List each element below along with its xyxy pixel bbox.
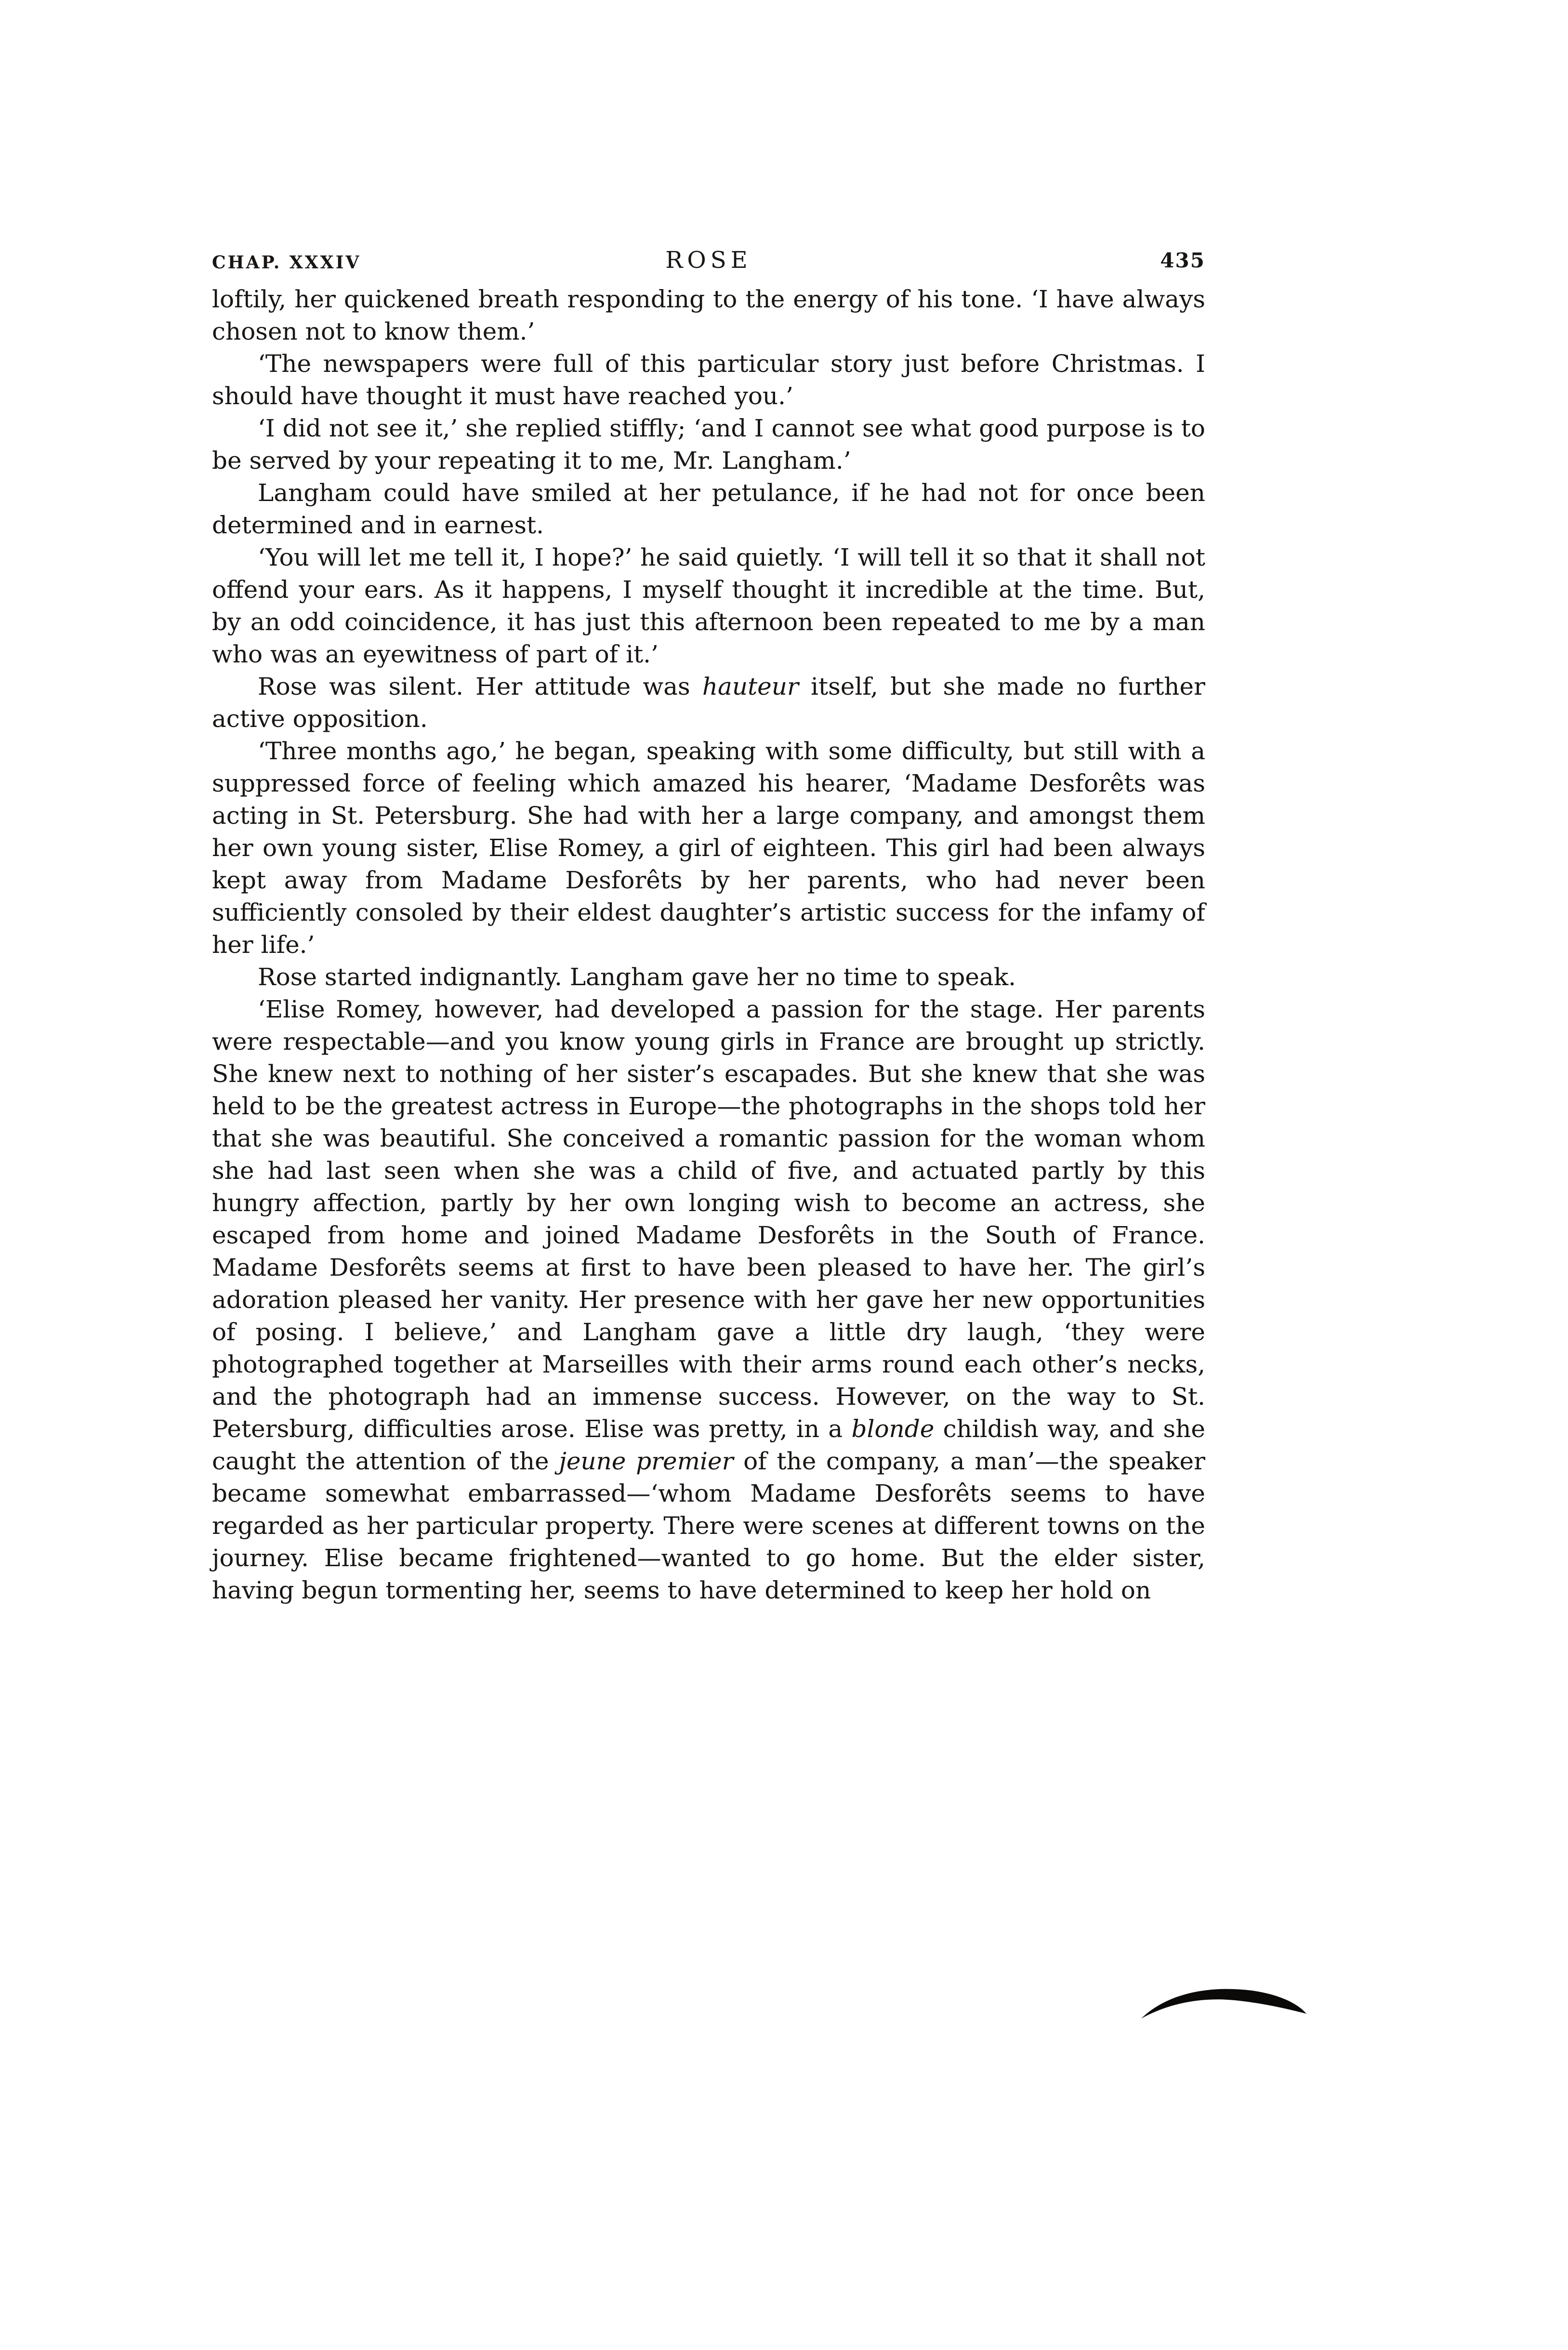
paragraph — [212, 477, 1205, 541]
text-run: childish way, and she caught the attention of the — [212, 1415, 1205, 1475]
running-title: ROSE — [665, 247, 752, 274]
text-run: Langham could have smiled at her petulance, if he had not for once been determined and in earnest. — [212, 479, 1205, 539]
text-run: of the company, a man’—the speaker became somewhat embarrassed—‘whom Madame Desforêts seems to have regarded as her particular property. There were scenes at different towns on the journey. Elise became frightened—wanted to go home. But the elder sister, having begun tormenting her, seems to have determined to keep her hold on — [212, 1447, 1205, 1604]
text-run: ‘Elise Romey, however, had developed a passion for the stage. Her parents were respectable—and you know young girls in France are brought up strictly. She knew next to nothing of her sister’s escapades. But she knew that she was held to be the greatest actress in Europe—the photographs in the shops told her that she was beautiful. She conceived a romantic passion for the woman whom she had last seen when she was a child of five, and actuated partly by this hungry affection, partly by her own longing wish to become an actress, she escaped from home and joined Madame Desforêts in the South of France. Madame Desforêts seems at first to have been pleased to have her. The girl’s adoration pleased her vanity. Her presence with her gave her new opportunities of posing. I believe,’ and Langham gave a little dry laugh, ‘they were photographed together at Marseilles with their arms round each other’s necks, and the photograph had an immense success. However, on the way to St. Petersburg, difficulties arose. Elise was pretty, in a — [212, 995, 1205, 1443]
italic-text-run: hauteur — [702, 673, 799, 700]
text-run: itself, but she made no further active opposition. — [212, 673, 1205, 733]
page-header — [212, 247, 1205, 280]
text-run: loftily, her quickened breath responding to the energy of his tone. ‘I have always chosen not to know them.’ — [212, 285, 1205, 345]
paragraph — [212, 993, 1205, 1607]
text-run: ‘Three months ago,’ he began, speaking with some difficulty, but still with a suppressed force of feeling which amazed his hearer, ‘Madame Desforêts was acting in St. Petersburg. She had with her a large company, and amongst them her own young sister, Elise Romey, a girl of eighteen. This girl had been always kept away from Madame Desforêts by her parents, who had never been sufficiently consoled by their eldest daughter’s artistic success for the infamy of her life.’ — [212, 737, 1205, 959]
text-run: Rose started indignantly. Langham gave her no time to speak. — [258, 963, 1016, 991]
paragraph — [212, 541, 1205, 671]
page-body — [212, 283, 1205, 1607]
paragraph — [212, 961, 1205, 993]
paragraph — [212, 671, 1205, 735]
paragraph — [212, 348, 1205, 412]
ink-smudge-artifact — [1139, 1984, 1308, 2030]
text-run: ‘The newspapers were full of this particular story just before Christmas. I should have thought it must have reached you.’ — [212, 350, 1205, 410]
text-run: ‘I did not see it,’ she replied stiffly; ‘and I cannot see what good purpose is to be served by your repeating it to me, Mr. Langham.’ — [212, 414, 1205, 475]
text-run: ‘You will let me tell it, I hope?’ he said quietly. ‘I will tell it so that it shall not offend your ears. As it happens, I myself thought it incredible at the time. But, by an odd coincidence, it has just this afternoon been repeated to me by a man who was an eyewitness of part of it.’ — [212, 543, 1205, 668]
paragraph — [212, 735, 1205, 961]
italic-text-run: blonde — [851, 1415, 935, 1443]
page-number: 435 — [1160, 249, 1205, 272]
ink-smudge-shape — [1139, 1984, 1308, 2030]
paragraph — [212, 412, 1205, 477]
paragraph — [212, 283, 1205, 348]
text-run: Rose was silent. Her attitude was — [258, 673, 702, 700]
chapter-label: CHAP. XXXIV — [212, 252, 361, 273]
italic-text-run: jeune premier — [559, 1447, 734, 1475]
